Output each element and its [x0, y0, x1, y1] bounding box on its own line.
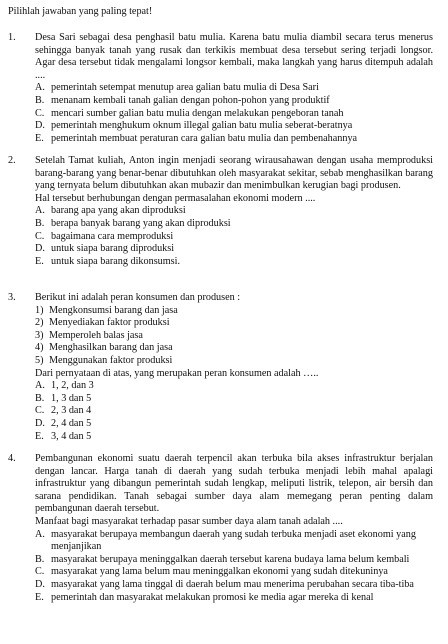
option-label: B.: [35, 94, 45, 106]
option-label: D.: [35, 417, 45, 429]
question-4: [8, 453, 433, 604]
option-a[interactable]: [35, 205, 433, 218]
option-b[interactable]: [35, 95, 433, 108]
question-number: 2.: [8, 155, 16, 166]
statement-4: [35, 342, 433, 355]
option-label: D.: [35, 578, 45, 590]
option-label: A.: [35, 205, 45, 217]
option-c[interactable]: [35, 405, 433, 418]
question-text: Setelah Tamat kuliah, Anton ingin menjadi seorang wirausahawan dengan usaha memproduksi barang-barang yang benar-benar dibutuhkan oleh masyarakat sekitar, sebab menghasilkan barang yang ternyata belum dibutuhkan akan mubazir dan menimbulkan kerugian bagi produsen.: [35, 155, 433, 192]
option-e[interactable]: [35, 592, 433, 605]
option-text: menanam kembali tanah galian dengan pohon-pohon yang produktif: [51, 94, 330, 106]
option-text: 3, 4 dan 5: [51, 430, 92, 442]
option-label: D.: [35, 243, 45, 255]
option-a[interactable]: [35, 529, 433, 554]
statement-label: 4): [35, 342, 44, 354]
option-e[interactable]: [35, 256, 433, 269]
option-c[interactable]: [35, 108, 433, 121]
option-a[interactable]: [35, 380, 433, 393]
statement-text: Mengkonsumsi barang dan jasa: [49, 304, 178, 316]
question-number: 1.: [8, 32, 16, 43]
option-text: 2, 4 dan 5: [51, 417, 92, 429]
question-text: Berikut ini adalah peran konsumen dan produsen :: [35, 292, 241, 303]
option-label: C.: [35, 107, 45, 119]
question-2: [8, 155, 433, 268]
option-text: barang apa yang akan diproduksi: [51, 205, 186, 217]
option-text: pemerintah setempat menutup area galian batu mulia di Desa Sari: [51, 82, 319, 94]
option-text: pemerintah menghukum oknum illegal galian batu mulia seberat-beratnya: [51, 120, 353, 132]
question-3: [8, 292, 433, 443]
statement-label: 5): [35, 354, 44, 366]
option-d[interactable]: [35, 120, 433, 133]
option-text: berapa banyak barang yang akan diproduksi: [51, 217, 231, 229]
option-label: C.: [35, 405, 45, 417]
question-text: Pembangunan ekonomi suatu daerah terpencil akan terbuka bila akses infrastruktur berjalan dengan lancar. Harga tanah di daerah yang sudah terbuka menjadi lebih mahal apalagi infrastruktur yang dibangun pemerintah sudah lengkap, meliputi listrik, telepon, air bersih dan sarana pendidikan. Tanah sebagai sumber daya alam memegang peran penting dalam pembangunan daerah tersebut.: [35, 453, 433, 515]
option-c[interactable]: [35, 231, 433, 244]
option-label: B.: [35, 392, 45, 404]
option-label: B.: [35, 553, 45, 565]
option-text: pemerintah membuat peraturan cara galian batu mulia dan pembenahannya: [51, 132, 358, 144]
question-number: 4.: [8, 453, 16, 464]
question-prompt: Manfaat bagi masyarakat terhadap pasar sumber daya alam tanah adalah ....: [35, 515, 343, 527]
statement-text: Menghasilkan barang dan jasa: [49, 342, 173, 354]
question-prompt: Hal tersebut berhubungan dengan permasalahan ekonomi modern ....: [35, 192, 316, 204]
instruction: Pilihlah jawaban yang paling tepat!: [8, 6, 153, 17]
option-label: B.: [35, 217, 45, 229]
option-label: E.: [35, 430, 44, 442]
option-text: masyarakat berupaya membangun daerah yang sudah terbuka menjadi aset ekonomi yang menjanjikan: [51, 528, 416, 553]
option-text: masyarakat yang lama belum mau meninggalkan ekonomi yang sudah ditekuninya: [51, 566, 388, 578]
option-label: C.: [35, 566, 45, 578]
option-label: A.: [35, 380, 45, 392]
question-number: 3.: [8, 292, 16, 303]
option-e[interactable]: [35, 431, 433, 444]
statement-text: Menyediakan faktor produksi: [49, 317, 170, 329]
option-label: A.: [35, 528, 45, 540]
option-c[interactable]: [35, 566, 433, 579]
statement-5: [35, 355, 433, 368]
statement-3: [35, 330, 433, 343]
option-label: D.: [35, 120, 45, 132]
question-1: [8, 32, 433, 145]
statement-1: [35, 305, 433, 318]
statement-label: 2): [35, 317, 44, 329]
option-d[interactable]: [35, 418, 433, 431]
option-b[interactable]: [35, 554, 433, 567]
option-b[interactable]: [35, 393, 433, 406]
statement-2: [35, 317, 433, 330]
option-text: bagaimana cara memproduksi: [51, 230, 174, 242]
option-d[interactable]: [35, 243, 433, 256]
statement-label: 1): [35, 304, 44, 316]
question-text: Desa Sari sebagai desa penghasil batu mulia. Karena batu mulia diambil secara terus menerus sehingga banyak tanah yang rusak dan terkikis membuat desa tersebut sering terjadi longsor. Agar desa tersebut tidak mengalami longsor kembali, maka langkah yang harus ditempuh adalah ....: [35, 32, 433, 81]
statement-text: Menggunakan faktor produksi: [49, 354, 173, 366]
question-prompt: Dari pernyataan di atas, yang merupakan peran konsumen adalah …..: [35, 367, 319, 379]
option-text: untuk siapa barang diproduksi: [51, 243, 175, 255]
statement-text: Memperoleh balas jasa: [49, 329, 143, 341]
option-label: A.: [35, 82, 45, 94]
option-b[interactable]: [35, 218, 433, 231]
option-text: masyarakat yang lama tinggal di daerah belum mau menerima perubahan secara tiba-tiba: [51, 578, 414, 590]
statement-label: 3): [35, 329, 44, 341]
option-text: pemerintah dan masyarakat melakukan promosi ke media agar mereka di kenal: [51, 591, 374, 603]
option-e[interactable]: [35, 133, 433, 146]
option-label: C.: [35, 230, 45, 242]
option-a[interactable]: [35, 82, 433, 95]
option-label: E.: [35, 255, 44, 267]
option-text: mencari sumber galian batu mulia dengan melakukan pengeboran tanah: [51, 107, 344, 119]
option-d[interactable]: [35, 579, 433, 592]
option-label: E.: [35, 591, 44, 603]
option-text: masyarakat berupaya meninggalkan daerah tersebut karena budaya lama belum kembali: [51, 553, 410, 565]
option-text: 1, 3 dan 5: [51, 392, 92, 404]
option-text: 1, 2, dan 3: [51, 380, 94, 392]
option-text: untuk siapa barang dikonsumsi.: [51, 255, 181, 267]
option-label: E.: [35, 132, 44, 144]
option-text: 2, 3 dan 4: [51, 405, 92, 417]
